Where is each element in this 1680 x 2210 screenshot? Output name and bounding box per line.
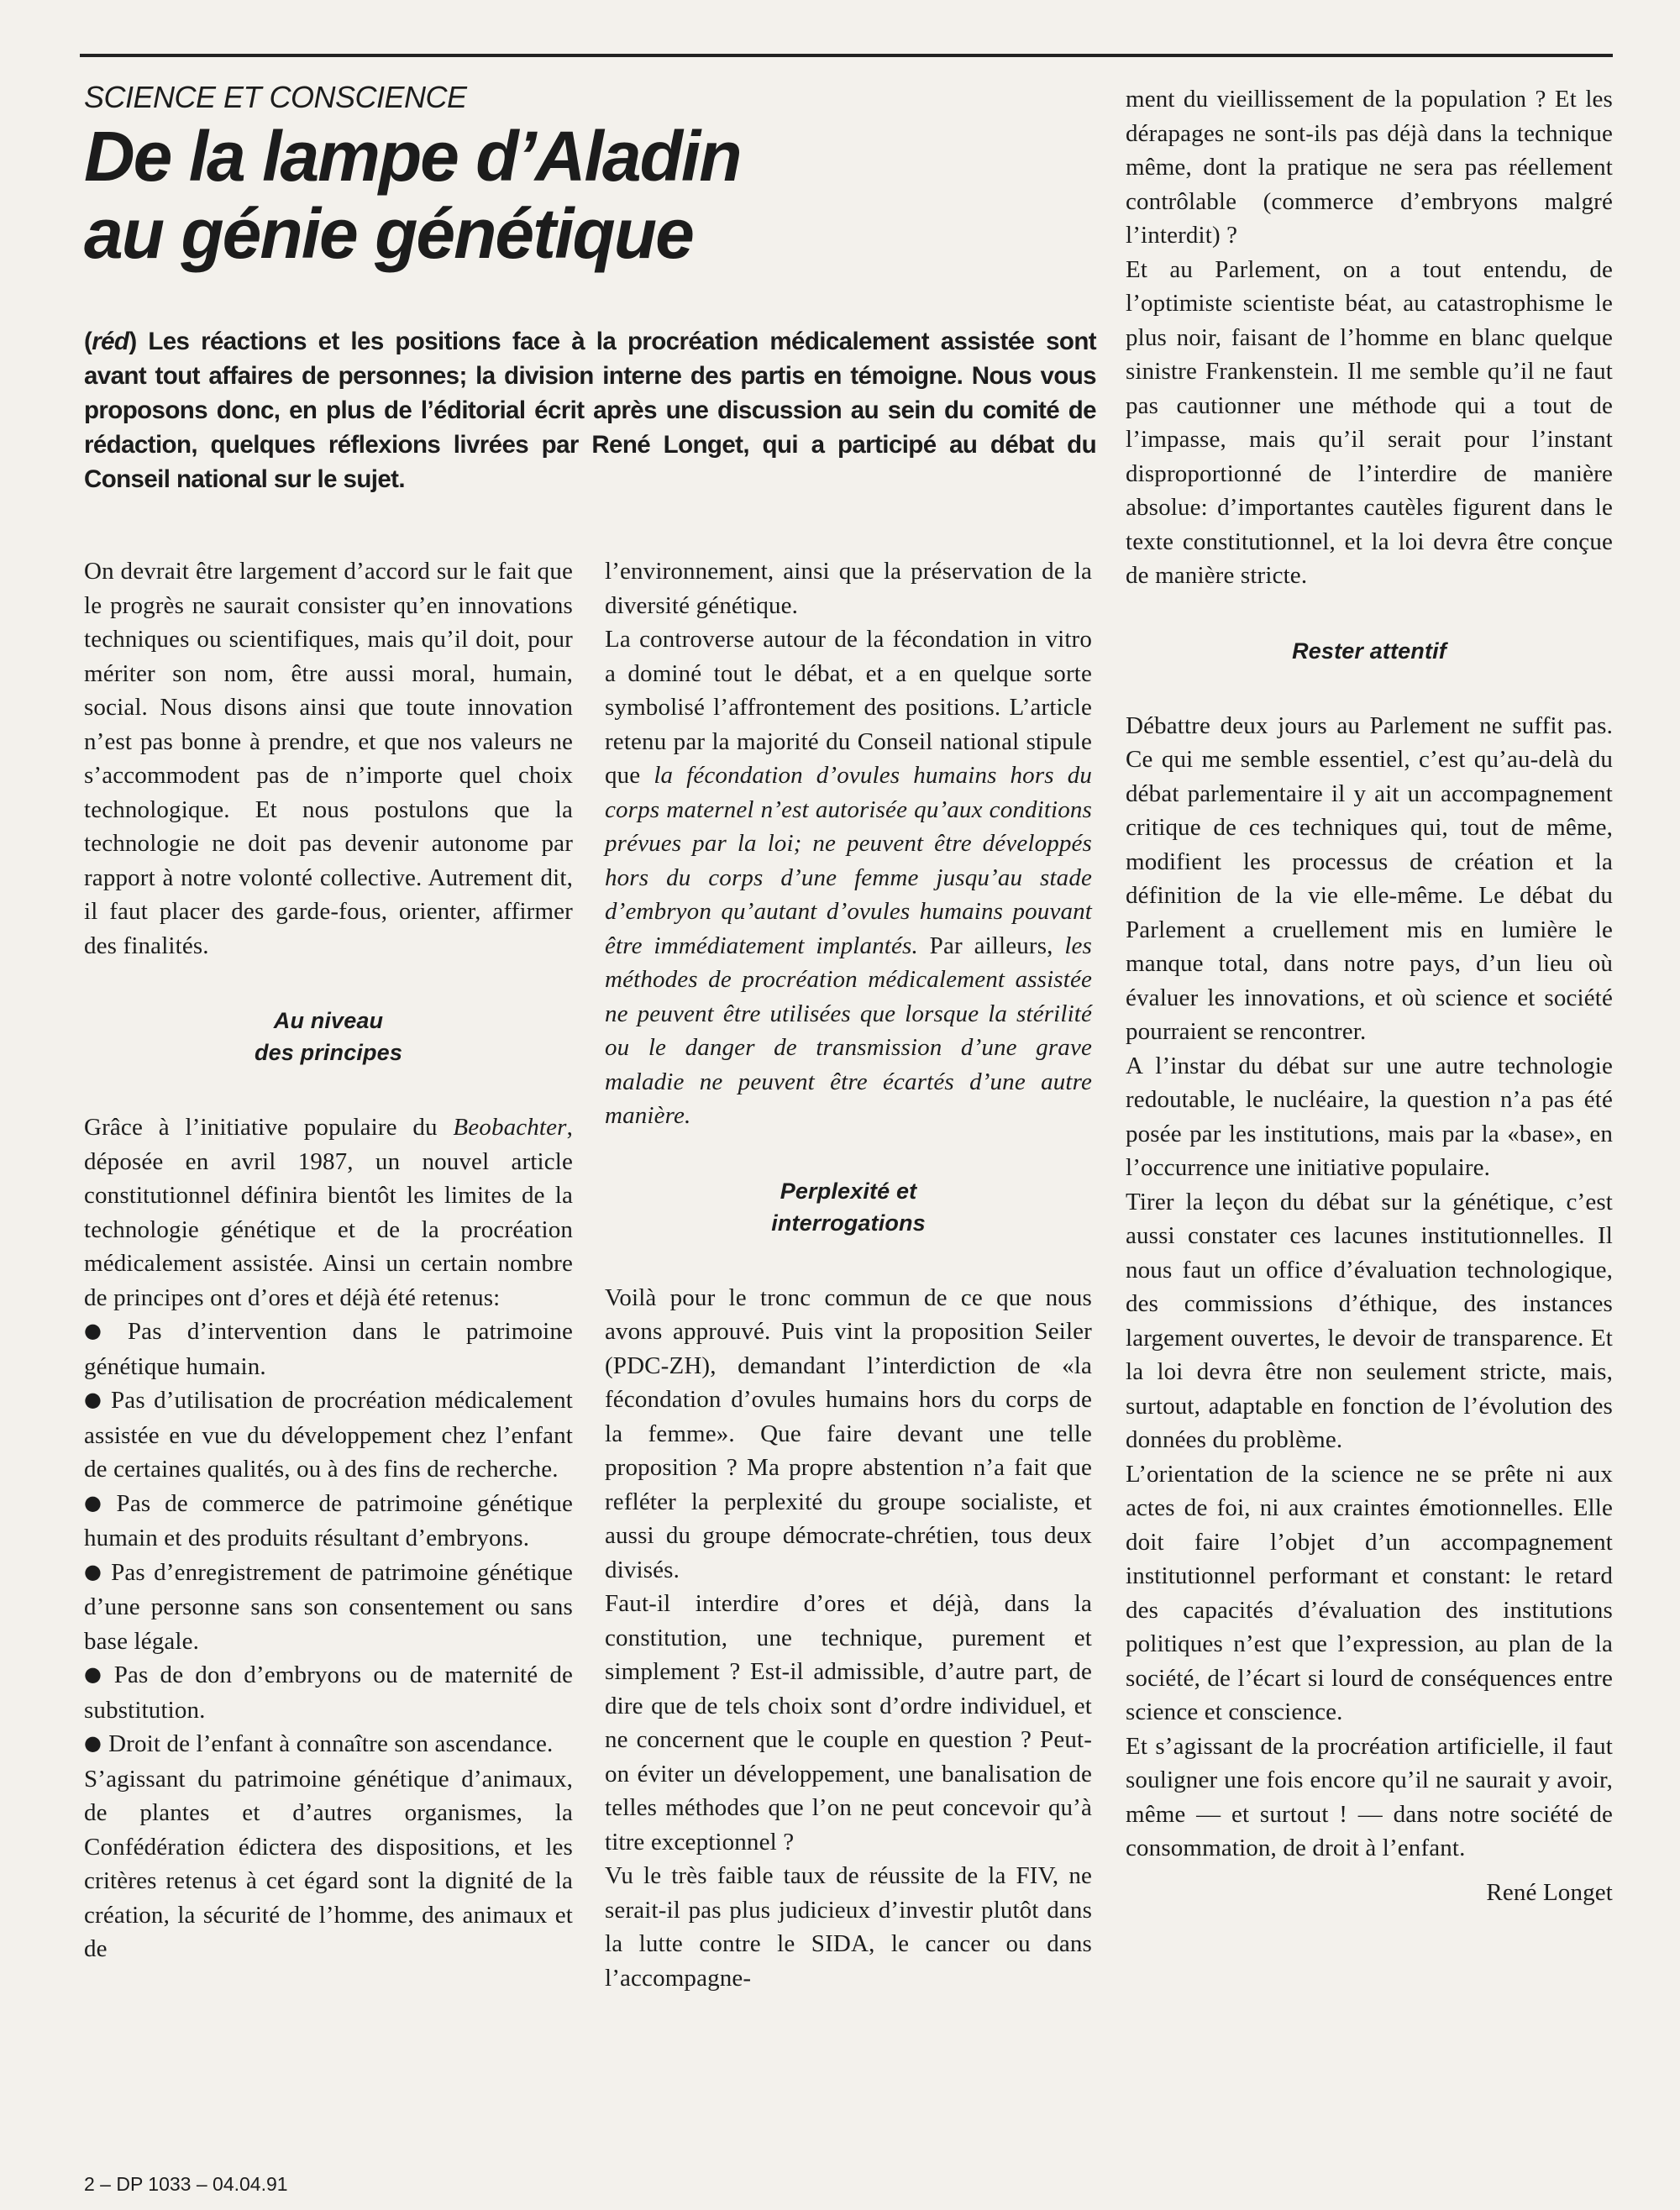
subheading [84,1005,573,1068]
subheading [605,1175,1092,1239]
bullet-item: ● Pas d’intervention dans le patrimoine génétique humain. [84,1315,573,1383]
subheading-line: Au niveau [273,1008,384,1033]
text-run-italic: Beobachter [453,1114,567,1141]
paragraph [84,1110,573,1315]
paragraph: Et s’agissant de la procréation artificielle, il faut souligner une fois encore qu’il ne saurait y avoir, même — et surtout ! — dans notre société de consommation, de droit à l’enfant. [1126,1732,1613,1861]
author-signature: René Longet [1486,1878,1613,1906]
paragraph: On devrait être largement d’accord sur le fait que le progrès ne saurait consister qu’en innovations techniques ou scientifiques, mais qu’il doit, pour mériter son nom, être aussi moral, humain, social. Nous disons ainsi que toute innovation n’est pas bonne à prendre, et que nos valeurs ne s’accommodent pas de n’importe quel choix technologique. Et nous postulons que la technologie ne doit pas devenir autonome par rapport à notre volonté collective. Autrement dit, il faut placer des garde-fous, orienter, affirmer des finalités. [84,558,573,959]
headline [84,118,1092,272]
subheading-line: interrogations [771,1210,926,1236]
paragraph: A l’instar du débat sur une autre technologie redoutable, le nucléaire, la question n’a pas été posée par les institutions, mais par la «base», en l’occurrence une initiative populaire. [1126,1052,1613,1181]
kicker: SCIENCE ET CONSCIENCE [84,80,467,114]
text-run: La controverse autour de la fécondation in vitro a dominé tout le débat, et a en quelque sorte symbolisé l’affrontement des positions. L’article retenu par la majorité du Conseil national stipule que [605,626,1092,789]
headline-line-2: au génie génétique [84,194,693,273]
subheading: Rester attentif [1292,638,1446,664]
paragraph: Tirer la leçon du débat sur la génétique, c’est aussi constater ces lacunes institutionnelles. Il nous faut un office d’évaluation technologique, des commissions d’éthique, des instances largement ouvertes, le devoir de transparence. Et la loi devra être non seulement stricte, mais, surtout, adaptable en fonction de l’évolution des données du problème. [1126,1188,1613,1453]
bullet-item: ● Pas de don d’embryons ou de maternité de substitution. [84,1658,573,1727]
text-run-italic: la fécondation d’ovules humains hors du corps maternel n’est autorisée qu’aux conditions prévues par la loi; ne peuvent être développés hors du corps d’une femme jusqu’au stade d’embryon qu’autant d’ovules humains pouvant être immédiatement implantés. [605,762,1092,959]
bullet-item: ● Pas d’utilisation de procréation médicalement assistée en vue du développement chez l’enfant de certaines qualités, ou à des fins de recherche. [84,1383,573,1487]
text-run-italic: les méthodes de procréation médicalement assistée ne peuvent être utilisées que lorsque la stérilité ou le danger de transmission d’une grave maladie ne peuvent être écartés d’une autre manière. [605,932,1092,1129]
top-rule [80,54,1613,57]
subheading-line: Perplexité et [780,1178,917,1204]
headline-line-1: De la lampe d’Aladin [84,117,741,196]
lead-text: Les réactions et les positions face à la procréation médicalement assistée sont avant tout affaires de personnes; la division interne des partis en témoigne. Nous vous proposons donc, en plus de l’éditorial écrit après une discussion au sein du comité de rédaction, quelques réflexions livrées par René Longet, qui a participé au débat du Conseil national sur le sujet. [84,328,1096,493]
paragraph: Faut-il interdire d’ores et déjà, dans la constitution, une technique, purement et simplement ? Est-il admissible, d’autre part, de dire que de tels choix sont d’ordre individuel, et ne concernent que le couple en question ? Peut-on éviter un développement, une banalisation de telles méthodes que l’on ne peut concevoir qu’à titre exceptionnel ? [605,1590,1092,1856]
page-footer: 2 – DP 1033 – 04.04.91 [84,2173,288,2195]
text-run: Par ailleurs, [917,932,1065,959]
lead-tag: réd [92,328,129,355]
paragraph: L’orientation de la science ne se prête ni aux actes de foi, ni aux craintes émotionnelles. Elle doit faire l’objet d’un accompagnement institutionnel performant et constant: le retard des capacités d’évaluation des institutions politiques n’est que l’expression, au plan de la société, de l’écart si lourd de conséquences entre science et conscience. [1126,1460,1613,1725]
text-run: , déposée en avril 1987, un nouvel article constitutionnel définira bientôt les limites de la technologie génétique et de la procréation médicalement assistée. Ainsi un certain nombre de principes ont d’ores et déjà été retenus: [84,1114,573,1311]
paragraph: ment du vieillissement de la population ? Et les dérapages ne sont-ils pas déjà dans la technique même, dont la pratique ne sera pas réellement contrôlable (commerce d’embryons malgré l’interdit) ? [1126,86,1613,249]
paragraph: l’environnement, ainsi que la préservation de la diversité génétique. [605,558,1092,619]
paragraph: Débattre deux jours au Parlement ne suffit pas. Ce qui me semble essentiel, c’est qu’au-delà du débat parlementaire il y ait un accompagnement critique de ces techniques qui, tout de même, modifient les processus de création et la définition de la vie elle-même. Le débat du Parlement a cruellement mis en lumière le manque total, dans notre pays, d’un lieu où évaluer les innovations, et où science et société pourraient se rencontrer. [1126,711,1613,1045]
paragraph [605,622,1092,1133]
subheading-line: des principes [254,1040,402,1065]
bullet-item: ● Droit de l’enfant à connaître son ascendance. [84,1727,573,1762]
paragraph: Vu le très faible taux de réussite de la FIV, ne serait-il pas plus judicieux d’investir plutôt dans la lutte contre le SIDA, le cancer ou dans l’accompagne- [605,1862,1092,1992]
bullet-item: ● Pas de commerce de patrimoine génétique humain et des produits résultant d’embryons. [84,1487,573,1556]
column-2 [605,554,1092,1995]
paragraph: Voilà pour le tronc commun de ce que nous avons approuvé. Puis vint la proposition Seiler (PDC-ZH), demandant l’interdiction de «la fécondation d’ovules humains hors du corps de la femme». Que faire devant une telle proposition ? Ma propre abstention n’a fait que refléter la perplexité du groupe socialiste, et aussi du groupe démocrate-chrétien, tous deux divisés. [605,1283,1092,1583]
lead-paragraph: (réd) Les réactions et les positions face à la procréation médicalement assistée sont avant tout affaires de personnes; la division interne des partis en témoigne. Nous vous proposons donc, en plus de l’éditorial écrit après une discussion au sein du comité de rédaction, quelques réflexions livrées par René Longet, qui a participé au débat du Conseil national sur le sujet. [84,328,1096,493]
text-run: Grâce à l’initiative populaire du [84,1114,454,1141]
bullet-item: ● Pas d’enregistrement de patrimoine génétique d’une personne sans son consentement ou sans base légale. [84,1556,573,1659]
paragraph: S’agissant du patrimoine génétique d’animaux, de plantes et d’autres organismes, la Confédération édictera des dispositions, et les critères retenus à cet égard sont la dignité de la création, la sécurité de l’homme, des animaux et de [84,1765,573,1962]
paragraph: Et au Parlement, on a tout entendu, de l’optimiste scientiste béat, au catastrophisme le plus noir, faisant de l’homme en blanc quelque sinistre Frankenstein. Il me semble qu’il ne faut pas cautionner une méthode qui a tout de l’impasse, mais qu’il serait pour l’instant disproportionné de l’interdire de manière absolue: d’importantes cautèles figurent dans le texte constitutionnel, et la loi devra être conçue de manière stricte. [1126,255,1613,589]
column-3 [1126,82,1613,1909]
column-1 [84,554,573,1966]
